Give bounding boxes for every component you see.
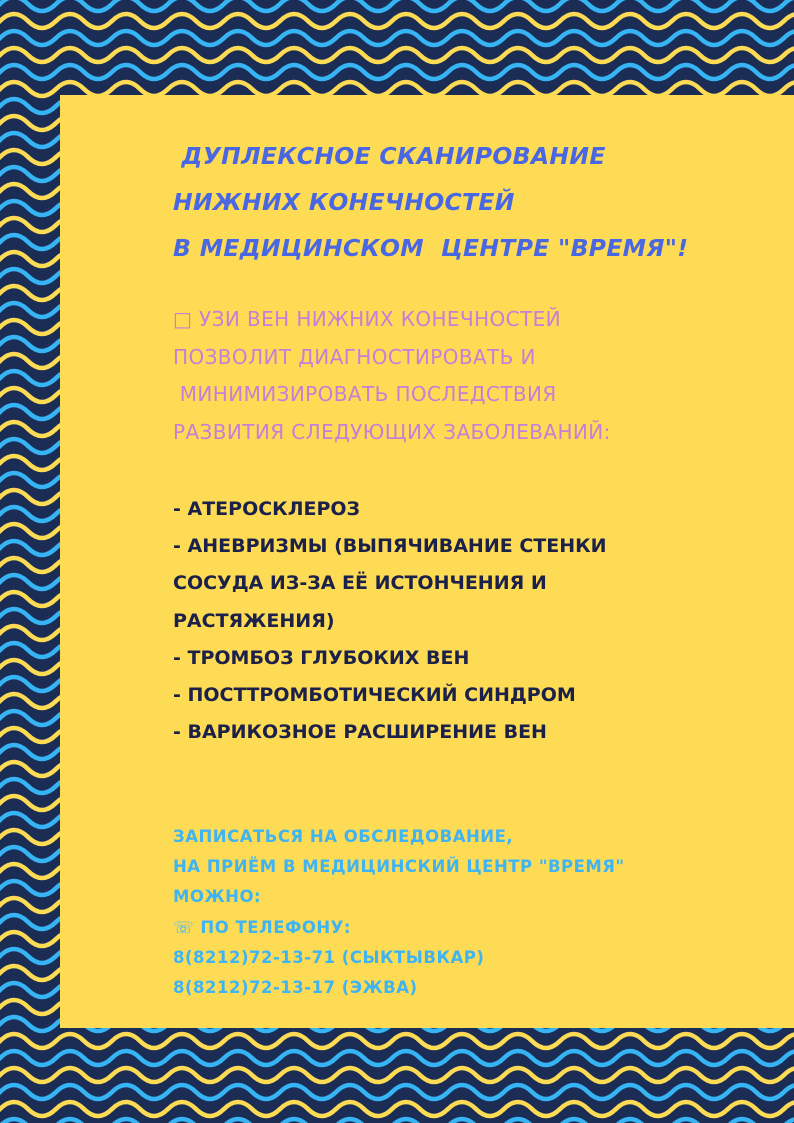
- intro-line-1: □ УЗИ ВЕН НИЖНИХ КОНЕЧНОСТЕЙ: [173, 307, 562, 331]
- contacts-line-3: МОЖНО:: [173, 887, 262, 907]
- disease-list: [173, 491, 607, 751]
- phone-number-ezhva[interactable]: 8(8212)72-13-17 (ЭЖВА): [173, 978, 418, 998]
- wave-line: [0, 65, 794, 79]
- list-item: - ПОСТТРОМБОТИЧЕСКИЙ СИНДРОМ: [173, 684, 576, 707]
- list-item: - ТРОМБОЗ ГЛУБОКИХ ВЕН: [173, 646, 470, 669]
- intro-line-3: МИНИМИЗИРОВАТЬ ПОСЛЕДСТВИЯ: [173, 382, 557, 406]
- intro-line-2: ПОЗВОЛИТ ДИАГНОСТИРОВАТЬ И: [173, 344, 536, 369]
- wave-line: [0, 1119, 794, 1123]
- list-item: - АНЕВРИЗМЫ (ВЫПЯЧИВАНИЕ СТЕНКИ: [173, 535, 607, 558]
- phone-label: ПО ТЕЛЕФОНУ:: [194, 917, 351, 937]
- headline-line-3: В МЕДИЦИНСКОМ ЦЕНТРЕ "ВРЕМЯ"!: [173, 234, 689, 262]
- list-item: - ВАРИКОЗНОЕ РАСШИРЕНИЕ ВЕН: [173, 721, 547, 744]
- wave-line: [0, 0, 794, 11]
- contacts-block: [173, 822, 625, 1003]
- headline-line-2: НИЖНИХ КОНЕЧНОСТЕЙ: [173, 188, 515, 216]
- wave-line: [0, 14, 794, 28]
- wave-line: [0, 31, 794, 45]
- phone-icon: ☏: [173, 917, 195, 937]
- content-panel: [60, 95, 794, 1028]
- wave-line: [0, 82, 794, 96]
- phone-label-row: [173, 913, 625, 943]
- list-item: - АТЕРОСКЛЕРОЗ: [173, 498, 361, 520]
- intro-line-4: РАЗВИТИЯ СЛЕДУЮЩИХ ЗАБОЛЕВАНИЙ:: [173, 419, 611, 444]
- contacts-line-2: НА ПРИЁМ В МЕДИЦИНСКИЙ ЦЕНТР "ВРЕМЯ": [173, 857, 625, 877]
- phone-number-syktyvkar[interactable]: 8(8212)72-13-71 (СЫКТЫВКАР): [173, 947, 485, 967]
- wave-line: [0, 1085, 794, 1099]
- wave-line: [0, 48, 794, 62]
- list-item: СОСУДА ИЗ-ЗА ЕЁ ИСТОНЧЕНИЯ И: [173, 572, 547, 595]
- headline: [173, 133, 688, 271]
- contacts-line-1: ЗАПИСАТЬСЯ НА ОБСЛЕДОВАНИЕ,: [173, 827, 514, 846]
- wave-line: [0, 1068, 794, 1082]
- wave-line: [0, 1034, 794, 1048]
- list-item: РАСТЯЖЕНИЯ): [173, 609, 335, 632]
- wave-line: [0, 1102, 794, 1116]
- intro-text: [173, 301, 611, 451]
- wave-line: [0, 1051, 794, 1065]
- headline-line-1: ДУПЛЕКСНОЕ СКАНИРОВАНИЕ: [173, 142, 606, 170]
